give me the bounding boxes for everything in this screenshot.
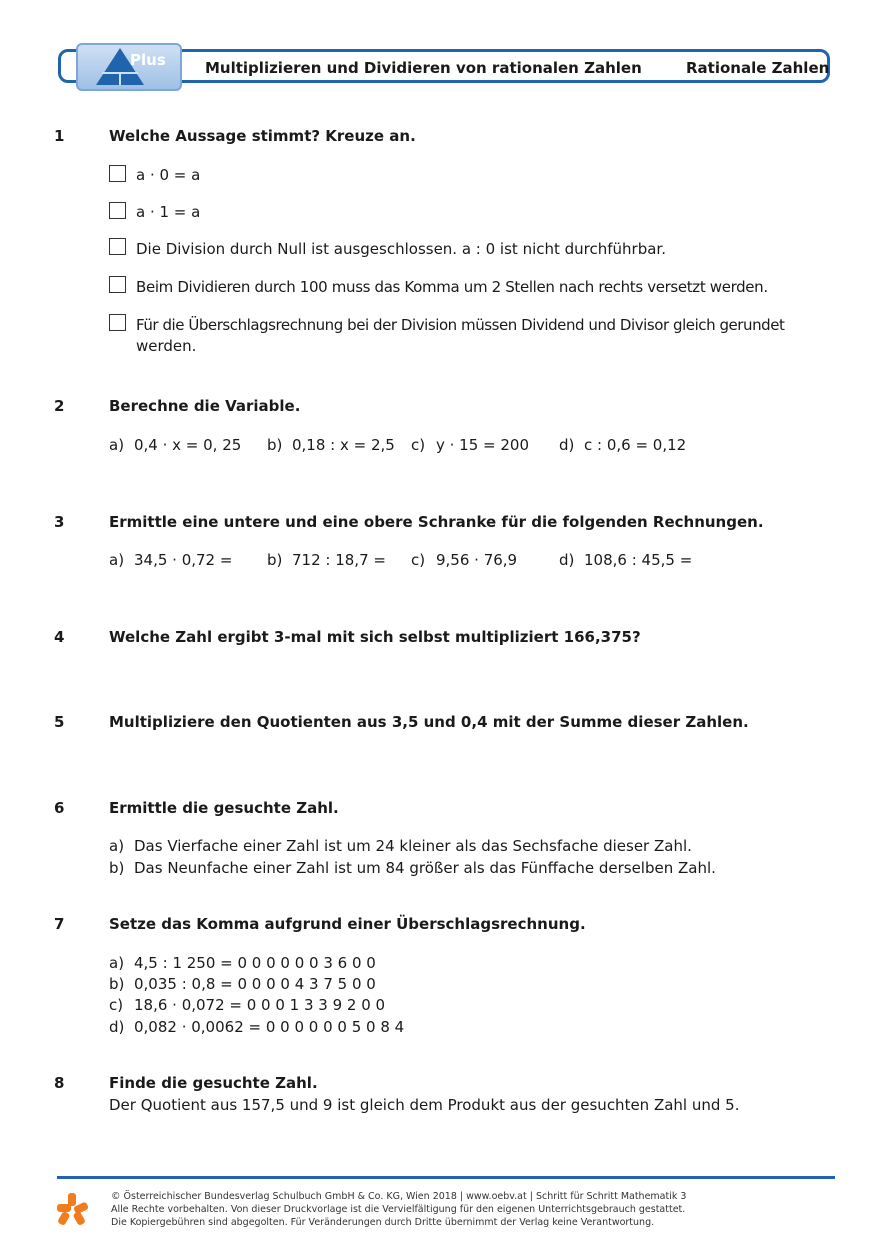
item-label: a) [109,551,125,569]
question-number: 7 [54,915,65,933]
question-title: Ermittle eine untere und eine obere Schranke für die folgenden Rechnungen. [109,513,764,531]
item-label: a) [109,436,125,454]
page-title: Multiplizieren und Dividieren von rationalen Zahlen [205,59,642,77]
item-label: c) [411,436,426,454]
item-text: 18,6 · 0,072 = 0 0 0 1 3 3 9 2 0 0 [134,996,386,1014]
item-label: d) [559,436,575,454]
footer-rights: Alle Rechte vorbehalten. Von dieser Druckvorlage ist die Vervielfältigung für den eigenen Unterrichtsgebrauch gestattet. [111,1204,686,1215]
question-title: Berechne die Variable. [109,397,301,415]
item-text: 0,035 : 0,8 = 0 0 0 0 4 3 7 5 0 0 [134,975,376,993]
item-text: y · 15 = 200 [436,436,530,454]
question-number: 6 [54,799,65,817]
item-label: c) [109,996,124,1014]
question-number: 2 [54,397,65,415]
checkbox[interactable] [109,238,126,255]
item-text: c : 0,6 = 0,12 [584,436,687,454]
publisher-logo-icon [54,1190,92,1228]
option-text: Die Division durch Null ist ausgeschlossen. a : 0 ist nicht durchführbar. [136,240,666,258]
question-text: Der Quotient aus 157,5 und 9 ist gleich dem Produkt aus der gesuchten Zahl und 5. [109,1096,740,1114]
question-title: Welche Aussage stimmt? Kreuze an. [109,127,416,145]
option-text: Beim Dividieren durch 100 muss das Komma um 2 Stellen nach rechts versetzt werden. [136,278,768,296]
footer-divider [57,1176,835,1179]
question-number: 3 [54,513,65,531]
option-text: a · 1 = a [136,203,201,221]
question-title: Welche Zahl ergibt 3-mal mit sich selbst multipliziert 166,375? [109,628,641,646]
option-text: Für die Überschlagsrechnung bei der Division müssen Dividend und Divisor gleich gerundet [136,316,785,334]
item-label: d) [559,551,575,569]
option-text-continued: werden. [136,337,197,355]
plus-logo [76,43,182,91]
question-title: Multipliziere den Quotienten aus 3,5 und 0,4 mit der Summe dieser Zahlen. [109,713,749,731]
item-label: d) [109,1018,125,1036]
item-label: c) [411,551,426,569]
item-text: 0,4 · x = 0, 25 [134,436,242,454]
question-number: 8 [54,1074,65,1092]
footer-disclaimer: Die Kopiergebühren sind abgegolten. Für Veränderungen durch Dritte übernimmt der Verlag keine Verantwortung. [111,1217,655,1228]
item-text: 0,18 : x = 2,5 [292,436,395,454]
item-label: a) [109,837,125,855]
item-text: Das Neunfache einer Zahl ist um 84 größer als das Fünffache derselben Zahl. [134,859,716,877]
item-text: 108,6 : 45,5 = [584,551,693,569]
question-title: Setze das Komma aufgrund einer Überschlagsrechnung. [109,915,586,933]
item-text: 34,5 · 0,72 = [134,551,233,569]
item-label: a) [109,954,125,972]
question-number: 4 [54,628,65,646]
item-text: 0,082 · 0,0062 = 0 0 0 0 0 0 5 0 8 4 [134,1018,405,1036]
question-number: 5 [54,713,65,731]
question-title: Finde die gesuchte Zahl. [109,1074,318,1092]
question-number: 1 [54,127,65,145]
item-text: Das Vierfache einer Zahl ist um 24 kleiner als das Sechsfache dieser Zahl. [134,837,692,855]
question-title: Ermittle die gesuchte Zahl. [109,799,339,817]
item-label: b) [267,436,283,454]
topic-label: Rationale Zahlen [686,59,830,77]
checkbox[interactable] [109,314,126,331]
checkbox[interactable] [109,276,126,293]
item-text: 4,5 : 1 250 = 0 0 0 0 0 0 3 6 0 0 [134,954,376,972]
item-text: 712 : 18,7 = [292,551,386,569]
item-label: b) [109,859,125,877]
option-text: a · 0 = a [136,166,201,184]
checkbox[interactable] [109,202,126,219]
footer-copyright: © Österreichischer Bundesverlag Schulbuch GmbH & Co. KG, Wien 2018 | www.oebv.at | Schritt für Schritt Mathematik 3 [111,1191,687,1202]
item-text: 9,56 · 76,9 [436,551,518,569]
logo-label: Plus [130,51,166,69]
item-label: b) [267,551,283,569]
checkbox[interactable] [109,165,126,182]
item-label: b) [109,975,125,993]
